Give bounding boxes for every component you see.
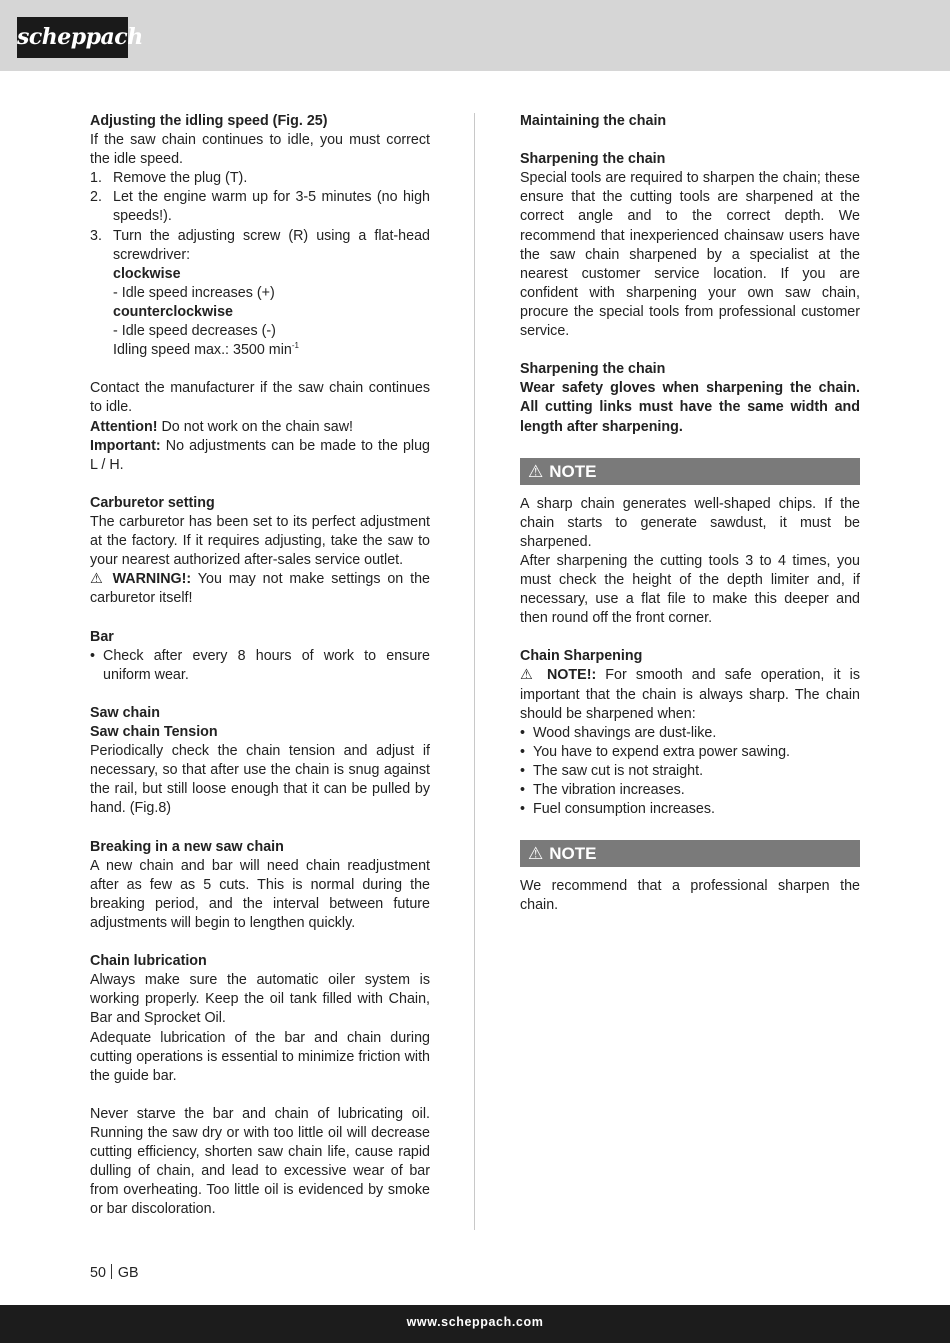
left-column — [90, 112, 430, 1219]
sharpening-safety-text: Wear safety gloves when sharpening the chain. All cutting links must have the same width and length after sharpening. — [520, 380, 860, 435]
warning-triangle-icon: ⚠︎ — [90, 571, 113, 588]
heading-maintaining-chain: Maintaining the chain — [520, 113, 667, 129]
list-item: • The saw cut is not straight. — [520, 762, 704, 779]
heading-bar: Bar — [90, 628, 114, 645]
note2-text: We recommend that a professional sharpen the chain. — [520, 878, 860, 914]
heading-chain-sharpening: Chain Sharpening — [520, 648, 643, 665]
website-link[interactable]: www.scheppach.com — [406, 1315, 544, 1329]
idling-max: Idling speed max.: 3500 $\min^{-1}$ — [113, 341, 299, 359]
carb-warning: ⚠︎ WARNING!: You may not make settings on the carburetor itself! — [90, 571, 430, 607]
bar-bullet: • Check after every 8 hours of work to ensure uniform wear. — [90, 647, 430, 683]
page-footer — [0, 1305, 950, 1343]
clockwise-text: - Idle speed increases (+) — [113, 284, 275, 301]
lube-text-3: Never starve the bar and chain of lubricating oil. Running the saw dry or with too little oil will decrease cutting efficiency, shorten saw chain life, cause rapid dulling of chain, and lead to excessive wear of bar from overheating. Too little oil is evidenced by smoke or bar discoloration. — [90, 1105, 430, 1218]
counterclockwise-text: - Idle speed decreases (-) — [113, 323, 276, 340]
scheppach-logo: scheppach — [17, 17, 128, 58]
step-2: 2. Let the engine warm up for 3-5 minutes (no high speeds!). — [90, 189, 430, 225]
list-item: • You have to expend extra power sawing. — [520, 743, 790, 760]
warning-triangle-icon: ⚠︎ — [520, 667, 547, 684]
list-item: • The vibration increases. — [520, 782, 685, 798]
step-1: 1. Remove the plug (T). — [90, 170, 248, 187]
warning-triangle-icon: ⚠︎ — [528, 461, 544, 481]
idle-intro: If the saw chain continues to idle, you must correct the idle speed. — [90, 132, 430, 168]
list-item: • Wood shavings are dust-like. — [520, 724, 717, 741]
step-3: 3. Turn the adjusting screw (R) using a flat-head screwdriver: — [90, 227, 430, 263]
carb-text: The carburetor has been set to its perfect adjustment at the factory. If it requires adjusting, take the saw to your nearest authorized after-sales service outlet. — [90, 513, 430, 569]
heading-breaking-in: Breaking in a new saw chain — [90, 838, 284, 855]
heading-chain-tension: Saw chain Tension — [90, 724, 218, 740]
page-header — [0, 0, 950, 71]
note-bar-2: ⚠︎ NOTE — [520, 840, 860, 867]
chain-sharpening-note: ⚠︎ NOTE!: For smooth and safe operation, it is important that the chain is always sharp. The chain should be sharpened when: — [520, 667, 860, 722]
right-column — [520, 112, 860, 915]
warning-triangle-icon: ⚠︎ — [528, 844, 544, 864]
lube-text-1: Always make sure the automatic oiler system is working properly. Keep the oil tank filled with Chain, Bar and Sprocket Oil. — [90, 972, 430, 1027]
heading-saw-chain: Saw chain — [90, 704, 160, 721]
sharpening-text: Special tools are required to sharpen the chain; these ensure that the cutting tools are sharpened at the correct angle and to the correct depth. We recommend that inexperienced chainsaw users have the saw chain sharpened by a specialist at the nearest customer service location. If you are confident with sharpening your own saw chain, procure the special tools from professional customer service. — [520, 170, 860, 340]
heading-sharpening-chain: Sharpening the chain — [520, 151, 666, 168]
lube-text-2: Adequate lubrication of the bar and chain during cutting operations is essential to minimize friction with the guide bar. — [90, 1029, 430, 1084]
note1-text-1: A sharp chain generates well-shaped chips. If the chain starts to generate sawdust, it must be sharpened. — [520, 495, 860, 550]
clockwise-label: clockwise — [113, 265, 181, 282]
note-bar-1: ⚠︎ NOTE — [520, 458, 860, 485]
heading-idling-speed: Adjusting the idling speed (Fig. 25) — [90, 113, 328, 129]
heading-chain-lubrication: Chain lubrication — [90, 953, 207, 970]
heading-sharpening-chain-2: Sharpening the chain — [520, 361, 666, 378]
column-divider — [474, 113, 475, 1230]
tension-text: Periodically check the chain tension and adjust if necessary, so that after use the chain is snug against the rail, but still loose enough that it can be pulled by hand. (Fig.8) — [90, 743, 430, 817]
attention-line: Attention! Do not work on the chain saw! — [90, 418, 353, 435]
important-line: Important: No adjustments can be made to the plug L / H. — [90, 437, 430, 473]
list-item: • Fuel consumption increases. — [520, 801, 715, 818]
breaking-text: A new chain and bar will need chain readjustment after as few as 5 cuts. This is normal during the breaking period, and the interval between future adjustments will begin to lengthen quickly. — [90, 857, 430, 931]
counterclockwise-label: counterclockwise — [113, 303, 233, 320]
note1-text-2: After sharpening the cutting tools 3 to 4 times, you must check the height of the depth limiter and, if necessary, use a flat file to make this deeper and then round off the front corner. — [520, 552, 860, 627]
heading-carburetor: Carburetor setting — [90, 494, 215, 511]
page-number: 50 GB — [90, 1265, 139, 1281]
contact-text: Contact the manufacturer if the saw chain continues to idle. — [90, 380, 430, 416]
